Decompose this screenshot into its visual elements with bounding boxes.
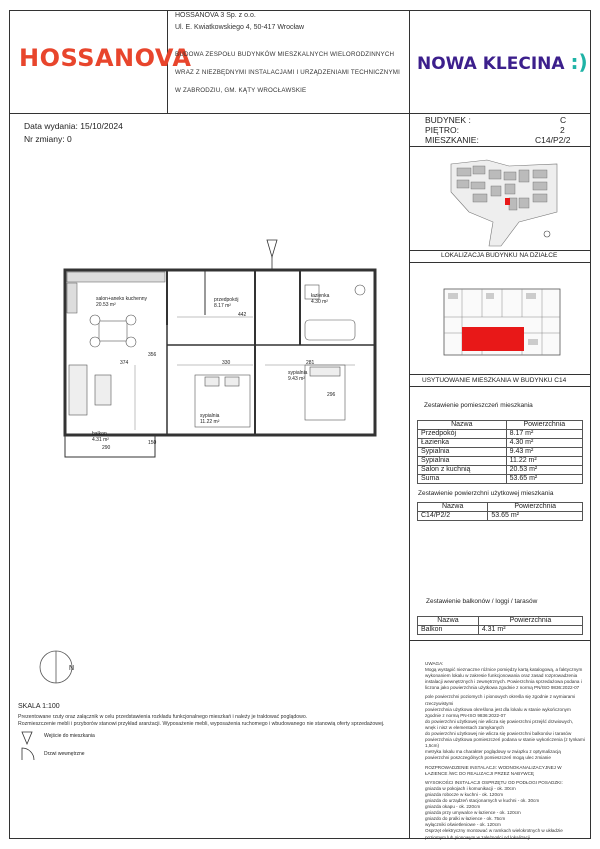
issue-date-value: 15/10/2024 <box>80 121 123 131</box>
notes-intro-line: liczona jako powierzchnia użytkowa zgodnie z normą PN/ISO 9836:2022-07 <box>425 685 580 691</box>
room-area: 20.53 m² <box>506 466 582 475</box>
issue-date-label: Data wydania: <box>24 121 78 131</box>
floor-caption: USYTUOWANIE MIESZKANIA W BUDYNKU C14 <box>422 377 567 384</box>
unit-label: MIESZKANIE: <box>425 135 479 145</box>
unit-highlight <box>462 327 524 351</box>
issue-date-row <box>24 121 123 131</box>
site-divider-top <box>409 250 591 251</box>
room-area: 4.30 m² <box>506 439 582 448</box>
dim-label: 374 <box>120 360 129 366</box>
table-row <box>418 475 583 484</box>
rooms-col-area: Powierzchnia <box>506 421 582 430</box>
notes-bullet: powierzchnia użytkowa określona jest dla lokalu w stanie wykończonym zgodnie z normą PN-ISO 9836:2022-07 <box>425 706 571 718</box>
room-label-living <box>96 296 147 308</box>
project-line-2: WRAZ Z NIEZBĘDNYMI INSTALACJAMI I URZĄDZENIAMI TECHNICZNYMI <box>175 69 401 76</box>
floor-label: PIĘTRO: <box>425 125 460 135</box>
disclaimer-2: Rozmieszczenie mebli i przyborów stanowi przykład aranżacji. Wyposażenie mebli, wyposażenia ruchomego i wbudowanego nie stanowią oferty sprzedażowej. <box>18 721 385 727</box>
building-highlight <box>505 198 510 205</box>
room-label-area: 4.30 m² <box>311 299 328 305</box>
room-name: Suma <box>418 475 507 484</box>
usable-area: 53.65 m² <box>488 512 583 521</box>
room-label-area: 4.31 m² <box>92 437 109 443</box>
balcony-area: 4.31 m² <box>478 626 582 635</box>
room-label-name: balkon <box>92 431 107 437</box>
smile-icon: :) <box>570 50 588 74</box>
floor-divider-top <box>409 374 591 375</box>
table-row <box>418 448 583 457</box>
room-label-name: sypialnia <box>288 370 308 376</box>
company-address: Ul. E. Kwiatkowskiego 4, 50-417 Wrocław <box>175 24 305 31</box>
notes-height-item: gniazda robocze w kuchni - ok. 120cm <box>425 791 504 797</box>
dim-label: 281 <box>306 360 315 366</box>
room-label-area: 20.53 m² <box>96 302 116 308</box>
floor-value: 2 <box>560 125 565 135</box>
table-row <box>418 457 583 466</box>
table-row <box>418 466 583 475</box>
nowa-klecina-logo <box>417 50 588 74</box>
balcony-col-area: Powierzchnia <box>478 617 582 626</box>
room-label-area: 9.43 m² <box>288 376 305 382</box>
table-row <box>418 430 583 439</box>
room-area: 8.17 m² <box>506 430 582 439</box>
building-label: BUDYNEK : <box>425 115 471 125</box>
notes-footer: Osprzęt elektryczny montować w ramkach wielokrotnych w układzie poziomym lub pionowym w zależności od lokalizacji <box>425 828 563 840</box>
site-divider-bottom <box>409 262 591 263</box>
dim-label: 356 <box>148 352 157 358</box>
notes-install-title: ROZPROWADZENIE INSTALACJI: WODNOKANALIZACYJNEJ W ŁAZIENCE /WC DO REALIZACJI PRZEZ NABYWCĘ <box>425 764 562 776</box>
room-label-name: przedpokój <box>214 297 239 303</box>
room-label-hall <box>214 297 238 309</box>
notes-height-item: gniazda okapu - ok. 220cm <box>425 804 481 810</box>
usable-table-title: Zestawienie powierzchni użytkowej mieszkania <box>418 490 554 497</box>
room-name: Sypialnia <box>418 448 507 457</box>
door-icon <box>20 746 40 762</box>
room-name: Salon z kuchnią <box>418 466 507 475</box>
notes-height-item: wyłączniki oświetleniowe - ok. 120cm <box>425 822 501 828</box>
room-label-name: salon+aneks kuchenny <box>96 296 148 302</box>
rooms-table <box>417 420 583 484</box>
notes-height-item: gniazda w pokojach i komunikacji - ok. 30cm <box>425 785 516 791</box>
notes-bullet: powierzchnia użytkowa pomieszczeń podana w stanie wykończenia (z tynkami 1,5cm) <box>425 737 585 749</box>
notes-bullet: metryka lokalu ma charakter poglądowy w związku z optymalizacją powierzchni poszczególnych pomieszczeń mogą ulec zmianie <box>425 749 561 761</box>
notes-heights-title: WYSOKOŚCI INSTALACJI OSPRZĘTU OD PODŁOGI POSADZKI: <box>425 779 563 785</box>
changes-row <box>24 134 72 144</box>
room-area: 11.22 m² <box>506 457 582 466</box>
scale-label: SKALA 1:100 <box>18 703 60 710</box>
dim-label: 442 <box>238 312 247 318</box>
brand-text: NOWA KLECINA <box>417 54 565 74</box>
notes-intro-line: wykonaniem lokalu w zakresie funkcjonowania oraz zasad rozprowadzenia <box>425 673 578 679</box>
balcony-col-name: Nazwa <box>418 617 479 626</box>
floor-divider-bottom <box>409 386 591 387</box>
tables-divider <box>409 640 591 641</box>
notes-block <box>425 661 585 841</box>
room-area: 9.43 m² <box>506 448 582 457</box>
room-label-name: łazienka <box>311 293 330 299</box>
notes-intro-line: Mogą wystąpić nieznaczne różnice pomiędzy kartą katalogową, a faktycznym <box>425 667 583 673</box>
company-name: HOSSANOVA 3 Sp. z o.o. <box>175 12 256 19</box>
usable-col-name: Nazwa <box>418 503 488 512</box>
hossanova-logo: HOSSANOVA <box>19 44 192 72</box>
room-label-bedroom-2 <box>200 413 219 425</box>
dim-label: 290 <box>102 445 111 451</box>
rooms-col-name: Nazwa <box>418 421 507 430</box>
room-label-bathroom <box>311 293 329 305</box>
room-label-balcony <box>92 431 109 443</box>
room-name: Sypialnia <box>418 457 507 466</box>
dim-label: 150 <box>148 440 157 446</box>
usable-name: C14/P2/2 <box>418 512 488 521</box>
notes-title: UWAGA: <box>425 661 444 666</box>
legend-door: Drzwi wewnętrzne <box>44 751 85 757</box>
dim-label: 296 <box>327 392 336 398</box>
right-column-divider <box>409 10 410 839</box>
room-label-name: sypialnia <box>200 413 220 419</box>
header-divider <box>9 113 591 114</box>
room-area: 53.65 m² <box>506 475 582 484</box>
site-caption: LOKALIZACJA BUDYNKU NA DZIAŁCE <box>441 252 558 259</box>
project-line-3: W ZABRODZIU, GM. KĄTY WROCŁAWSKIE <box>175 87 307 94</box>
site-plan-map <box>449 152 559 248</box>
usable-table <box>417 502 583 521</box>
notes-bullet: do powierzchni użytkowej nie wlicza się powierzchni przejść drzwiowych, wnęk i nisz w elementach zamykanych <box>425 718 574 730</box>
table-row <box>418 512 583 521</box>
room-label-area: 11.22 m² <box>200 419 220 425</box>
balcony-table <box>417 616 583 635</box>
changes-value: 0 <box>67 134 72 144</box>
floor-plan <box>55 235 385 460</box>
notes-height-item: gniazda przy umywalce w łazience - ok. 120cm <box>425 810 521 816</box>
balcony-name: Balkon <box>418 626 479 635</box>
room-label-area: 8.17 m² <box>214 303 231 309</box>
entrance-icon <box>20 730 40 746</box>
room-name: Przedpokój <box>418 430 507 439</box>
balcony-table-title: Zestawienie balkonów / loggi / tarasów <box>426 598 538 605</box>
room-name: Łazienka <box>418 439 507 448</box>
building-value: C <box>560 115 567 125</box>
compass-icon <box>36 645 80 689</box>
notes-height-item: gniazda do urządzeń stacjonarnych w kuchni - ok. 30cm <box>425 797 540 803</box>
changes-label: Nr zmiany: <box>24 134 65 144</box>
info-divider <box>409 146 591 147</box>
notes-height-item: gniazdo do pralki w łazience - ok. 75cm <box>425 816 506 822</box>
dim-label: 330 <box>222 360 231 366</box>
project-line-1: BUDOWA ZESPOŁU BUDYNKÓW MIESZKALNYCH WIELORODZINNYCH <box>175 51 395 58</box>
room-label-bedroom-1 <box>288 370 307 382</box>
notes-bullet: do powierzchni użytkowej nie wlicza się powierzchni balkonów i tarasów <box>425 731 572 737</box>
unit-value: C14/P2/2 <box>535 135 571 145</box>
notes-intro-line: instalacji wewnętrznych i zewnętrznych. Powierzchnia sprzedażowa podana i <box>425 679 582 685</box>
usable-col-area: Powierzchnia <box>488 503 583 512</box>
table-row <box>418 626 583 635</box>
notes-bullet: pole powierzchni poziomych i pionowych określa się zgodnie z wymiarami rzeczywistymi <box>425 694 576 706</box>
disclaimer-1: Prezentowane rzuty oraz załącznik w celu przedstawienia rozkładu funkcjonalnego mieszkań i należy je traktować poglądowo. <box>18 714 308 720</box>
svg-text:N: N <box>69 665 75 672</box>
legend-entrance: Wejście do mieszkania <box>44 733 95 739</box>
rooms-table-title: Zestawienie pomieszczeń mieszkania <box>424 402 533 409</box>
table-row <box>418 439 583 448</box>
floor-location-plan <box>442 287 562 359</box>
